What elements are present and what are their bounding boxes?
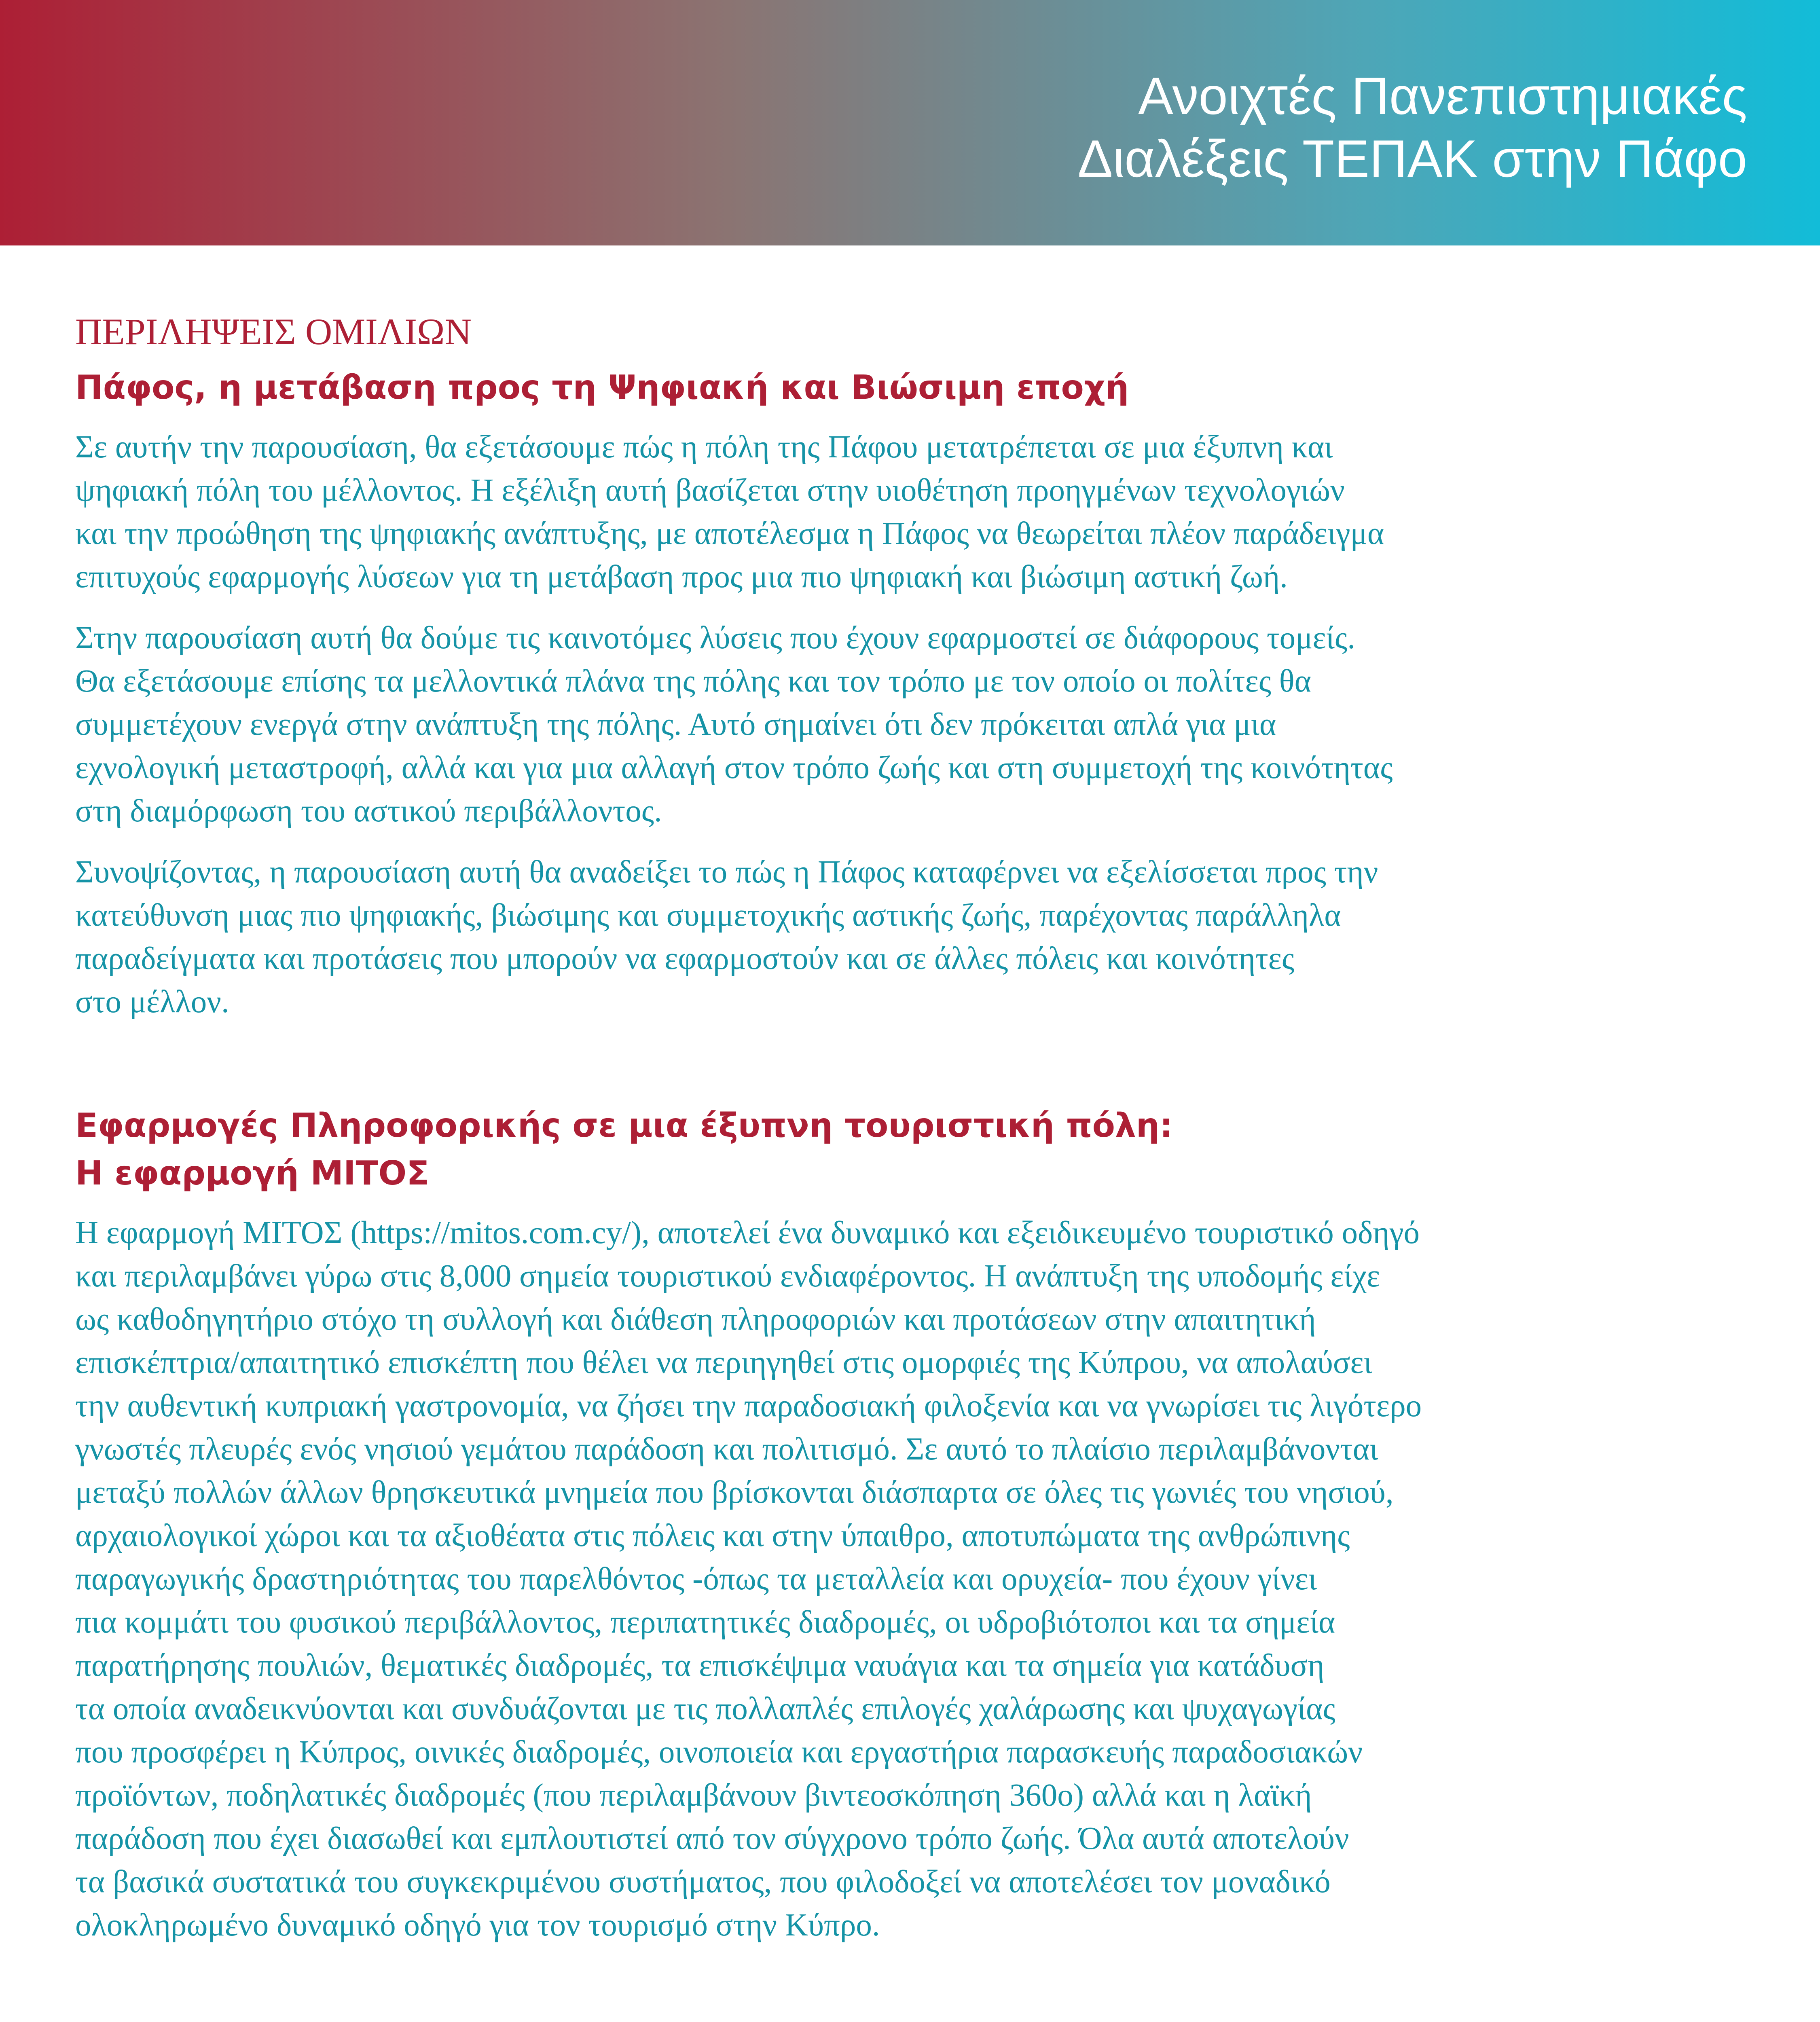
text-line: παρατήρησης πουλιών, θεματικές διαδρομές, τα επισκέψιμα ναυάγια και τα σημεία για κατάδυση	[75, 1648, 1325, 1683]
text-line: και περιλαμβάνει γύρω στις 8,000 σημεία τουριστικού ενδιαφέροντος. Η ανάπτυξη της υποδομής είχε	[75, 1258, 1380, 1294]
talk2-title	[75, 1102, 1754, 1197]
text-line: στη διαμόρφωση του αστικού περιβάλλοντος.	[75, 793, 662, 829]
text-line: Η εφαρμογή ΜΙΤΟΣ (https://mitos.com.cy/), αποτελεί ένα δυναμικό και εξειδικευμένο τουριστικό οδηγό	[75, 1215, 1420, 1250]
text-line: παραδείγματα και προτάσεις που μπορούν να εφαρμοστούν και σε άλλες πόλεις και κοινότητες	[75, 941, 1295, 976]
talk2-title-line2: Η εφαρμογή ΜΙΤΟΣ	[75, 1154, 430, 1193]
text-line: ψηφιακή πόλη του μέλλοντος. Η εξέλιξη αυτή βασίζεται στην υιοθέτηση προηγμένων τεχνολογιών	[75, 473, 1345, 508]
talk1-title	[75, 364, 1754, 412]
header-banner	[0, 0, 1820, 245]
text-line: στο μέλλον.	[75, 984, 229, 1019]
section-label: ΠΕΡΙΛΗΨΕΙΣ ΟΜΙΛΙΩΝ	[75, 311, 472, 352]
talk1-paragraph-2	[75, 616, 1754, 833]
text-line: επιτυχούς εφαρμογής λύσεων για τη μετάβαση προς μια πιο ψηφιακή και βιώσιμη αστική ζωή.	[75, 559, 1288, 594]
text-line: και την προώθηση της ψηφιακής ανάπτυξης, με αποτέλεσμα η Πάφος να θεωρείται πλέον παράδειγμα	[75, 516, 1384, 551]
talk1-paragraph-1	[75, 425, 1754, 599]
text-line: Συνοψίζοντας, η παρουσίαση αυτή θα αναδείξει το πώς η Πάφος καταφέρνει να εξελίσσεται προς την	[75, 854, 1378, 890]
talk2-paragraph	[75, 1211, 1754, 1947]
text-line: γνωστές πλευρές ενός νησιού γεμάτου παράδοση και πολιτισμό. Σε αυτό το πλαίσιο περιλαμβάνονται	[75, 1432, 1378, 1467]
text-line: επισκέπτρια/απαιτητικό επισκέπτη που θέλει να περιηγηθεί στις ομορφιές της Κύπρου, να απολαύσει	[75, 1345, 1372, 1380]
text-line: που προσφέρει η Κύπρος, οινικές διαδρομές, οινοποιεία και εργαστήρια παρασκευής παραδοσιακών	[75, 1734, 1363, 1770]
text-line: την αυθεντική κυπριακή γαστρονομία, να ζήσει την παραδοσιακή φιλοξενία και να γνωρίσει τις λιγότερο	[75, 1388, 1422, 1423]
text-line: μεταξύ πολλών άλλων θρησκευτικά μνημεία που βρίσκονται διάσπαρτα σε όλες τις γωνιές του νησιού,	[75, 1475, 1394, 1510]
text-line: αρχαιολογικοί χώροι και τα αξιοθέατα στις πόλεις και στην ύπαιθρο, αποτυπώματα της ανθρώπινης	[75, 1518, 1350, 1553]
text-line: συμμετέχουν ενεργά στην ανάπτυξη της πόλης. Αυτό σημαίνει ότι δεν πρόκειται απλά για μια	[75, 707, 1276, 742]
text-line: εχνολογική μεταστροφή, αλλά και για μια αλλαγή στον τρόπο ζωής και στη συμμετοχή της κοινότητας	[75, 750, 1393, 785]
text-line: παραγωγικής δραστηριότητας του παρελθόντος -όπως τα μεταλλεία και ορυχεία- που έχουν γίνει	[75, 1561, 1317, 1597]
text-line: παράδοση που έχει διασωθεί και εμπλουτιστεί από τον σύγχρονο τρόπο ζωής. Όλα αυτά αποτελούν	[75, 1821, 1349, 1856]
header-title-line1: Ανοιχτές Πανεπιστημιακές	[1138, 66, 1747, 125]
main-content	[75, 307, 1754, 1965]
header-title	[777, 65, 1747, 190]
text-line: πια κομμάτι του φυσικού περιβάλλοντος, περιπατητικές διαδρομές, οι υδροβιότοποι και τα σημεία	[75, 1605, 1335, 1640]
text-line: προϊόντων, ποδηλατικές διαδρομές (που περιλαμβάνουν βιντεοσκόπηση 360ο) αλλά και η λαϊκή	[75, 1778, 1312, 1813]
header-title-line2: Διαλέξεις ΤΕΠΑΚ στην Πάφο	[1077, 129, 1747, 188]
text-line: Σε αυτήν την παρουσίαση, θα εξετάσουμε πώς η πόλη της Πάφου μετατρέπεται σε μια έξυπνη και	[75, 429, 1333, 465]
text-line: Θα εξετάσουμε επίσης τα μελλοντικά πλάνα της πόλης και τον τρόπο με τον οποίο οι πολίτες θα	[75, 664, 1312, 699]
text-line: ολοκληρωμένο δυναμικό οδηγό για τον τουρισμό στην Κύπρο.	[75, 1908, 880, 1943]
talk1-title-text: Πάφος, η μετάβαση προς τη Ψηφιακή και Βιώσιμη εποχή	[75, 368, 1129, 407]
section-spacer	[75, 1041, 1754, 1102]
talk1-paragraph-3	[75, 850, 1754, 1024]
text-line: τα βασικά συστατικά του συγκεκριμένου συστήματος, που φιλοδοξεί να αποτελέσει τον μοναδικό	[75, 1864, 1331, 1899]
text-line: Στην παρουσίαση αυτή θα δούμε τις καινοτόμες λύσεις που έχουν εφαρμοστεί σε διάφορους τομείς.	[75, 620, 1355, 656]
text-line: τα οποία αναδεικνύονται και συνδυάζονται με τις πολλαπλές επιλογές χαλάρωσης και ψυχαγωγίας	[75, 1691, 1335, 1726]
text-line: κατεύθυνση μιας πιο ψηφιακής, βιώσιμης και συμμετοχικής αστικής ζωής, παρέχοντας παράλληλα	[75, 898, 1341, 933]
talk2-title-line1: Εφαρμογές Πληροφορικής σε μια έξυπνη τουριστική πόλη:	[75, 1106, 1173, 1145]
text-line: ως καθοδηγητήριο στόχο τη συλλογή και διάθεση πληροφοριών και προτάσεων στην απαιτητική	[75, 1302, 1316, 1337]
